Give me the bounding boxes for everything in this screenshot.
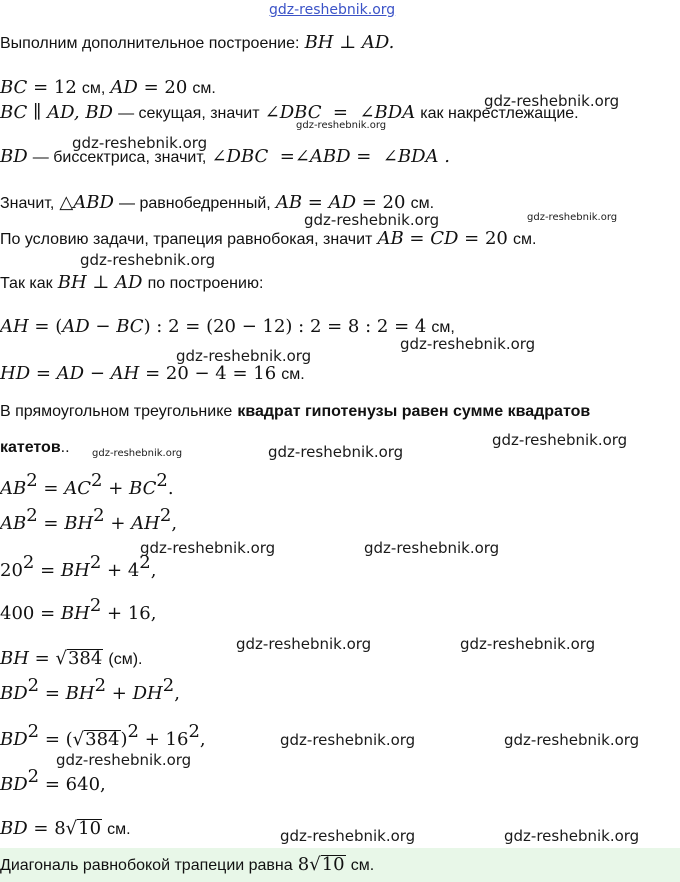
unit-cm-3: см. (410, 195, 435, 212)
watermark: gdz-reshebnik.org (400, 335, 536, 353)
line-bd2-substituted (0, 721, 206, 751)
bisector-text: — биссектриса, значит, (32, 149, 207, 166)
line-since (0, 272, 263, 295)
formula-bd2-bh2-dh2: $BD^2 = BH^2 + DH^2$, (0, 675, 180, 704)
watermark: gdz-reshebnik.org (176, 347, 312, 365)
so-text: Значит, (0, 195, 55, 212)
formula-bd2-substituted: $BD^2 = (√384)^2 + 16^2$, (0, 721, 206, 750)
watermark: gdz-reshebnik.org (56, 751, 192, 769)
legs-tail: .. (60, 439, 70, 456)
watermark: gdz-reshebnik.org (280, 827, 416, 845)
watermark: gdz-reshebnik.org (92, 448, 183, 459)
unit-cm-6: см. (281, 366, 305, 383)
formula-triangle-abd: △ABD (59, 192, 114, 213)
line-bisector (0, 146, 450, 169)
formula-bh-perp-ad-2: BH ⊥ AD (57, 272, 143, 293)
watermark: gdz-reshebnik.org (72, 134, 208, 152)
legs-bold: катетов (0, 439, 61, 456)
unit-cm-1: см, (81, 80, 106, 97)
watermark: gdz-reshebnik.org (492, 431, 628, 449)
condition-text: По условию задачи, трапеция равнобокая, значит (0, 231, 373, 248)
final-unit: см. (350, 857, 375, 874)
unit-cm-7: (см). (108, 651, 143, 668)
line-bd2-640 (0, 766, 106, 796)
watermark: gdz-reshebnik.org (236, 635, 372, 653)
formula-ab-ad: AB = AD = 20 (275, 192, 406, 213)
line-trapezoid-condition (0, 228, 536, 251)
formula-ab2-ac2-bc2: $AB^2 = AC^2 + BC^2$. (0, 470, 174, 499)
line-ab2-bh2-ah2 (0, 505, 178, 535)
watermark: gdz-reshebnik.org (527, 212, 618, 223)
formula-bc: BC = 12 (0, 77, 77, 98)
formula-bh-perp-ad: BH ⊥ AD. (304, 32, 395, 53)
unit-cm-4: см. (512, 231, 537, 248)
secant-text: — секущая, значит (118, 105, 260, 122)
formula-bd2-640: $BD^2 = 640$, (0, 766, 106, 795)
formula-ah: AH = (AD − BC) : 2 = (20 − 12) : 2 = 8 : 2 = 4 (0, 316, 427, 337)
formula-final: 8√10 (297, 854, 345, 875)
line-given-lengths (0, 77, 216, 100)
watermark: gdz-reshebnik.org (280, 731, 416, 749)
unit-cm-5: см, (431, 319, 455, 336)
formula-20sq: $20^2 = BH^2 + 4^2$, (0, 552, 157, 581)
final-answer-text: Диагональ равнобокой трапеции равна (0, 857, 293, 874)
by-construction-text: по построению: (147, 275, 264, 292)
watermark: gdz-reshebnik.org (460, 635, 596, 653)
line-400 (0, 595, 157, 625)
line-bd2-bh2-dh2 (0, 675, 180, 705)
watermark: gdz-reshebnik.org (504, 731, 640, 749)
formula-bd-value: BD = 8√10 (0, 818, 102, 839)
watermark: gdz-reshebnik.org (484, 92, 620, 110)
formula-bd: BD (0, 146, 28, 167)
alternate-angles-text: как накрестлежащие. (420, 105, 579, 122)
line-bd-value (0, 818, 131, 841)
line-ah (0, 316, 455, 339)
line-bh-value (0, 648, 143, 671)
watermark: gdz-reshebnik.org (296, 120, 387, 131)
line-construction (0, 32, 394, 55)
line-pythagoras-2 (0, 436, 70, 459)
line-hd (0, 363, 305, 386)
unit-cm-2: см. (192, 80, 216, 97)
formula-hd: HD = AD − AH = 20 − 4 = 16 (0, 363, 277, 384)
isosceles-text: — равнобедренный, (119, 195, 271, 212)
pythagoras-bold: квадрат гипотенузы равен сумме квадратов (237, 403, 591, 420)
line-20sq (0, 552, 157, 582)
line-pythagoras-1 (0, 400, 590, 423)
unit-cm-8: см. (107, 821, 131, 838)
formula-ad: AD = 20 (110, 77, 188, 98)
formula-bc-par-ad: BC ∥ AD, BD (0, 102, 113, 123)
line-final-answer (0, 854, 374, 877)
watermark: gdz-reshebnik.org (364, 539, 500, 557)
formula-angle-dbc-bda: ∠DBC = ∠BDA (264, 102, 416, 123)
formula-ab-cd: AB = CD = 20 (377, 228, 508, 249)
header-watermark[interactable]: gdz-reshebnik.org (269, 2, 396, 18)
since-text: Так как (0, 275, 53, 292)
pythagoras-text: В прямоугольном треугольнике (0, 403, 233, 420)
formula-bh-sqrt: BH = √384 (0, 648, 103, 669)
formula-angles-equal: ∠DBC =∠ABD = ∠BDA . (211, 146, 450, 167)
line-ab2-ac2-bc2 (0, 470, 174, 500)
watermark: gdz-reshebnik.org (304, 211, 440, 229)
formula-ab2-bh2-ah2: $AB^2 = BH^2 + AH^2$, (0, 505, 178, 534)
watermark: gdz-reshebnik.org (80, 251, 216, 269)
formula-400: $400 = BH^2 + 16$, (0, 595, 157, 624)
construction-text: Выполним дополнительное построение: (0, 35, 300, 52)
watermark: gdz-reshebnik.org (504, 827, 640, 845)
watermark: gdz-reshebnik.org (268, 443, 404, 461)
watermark: gdz-reshebnik.org (140, 539, 276, 557)
